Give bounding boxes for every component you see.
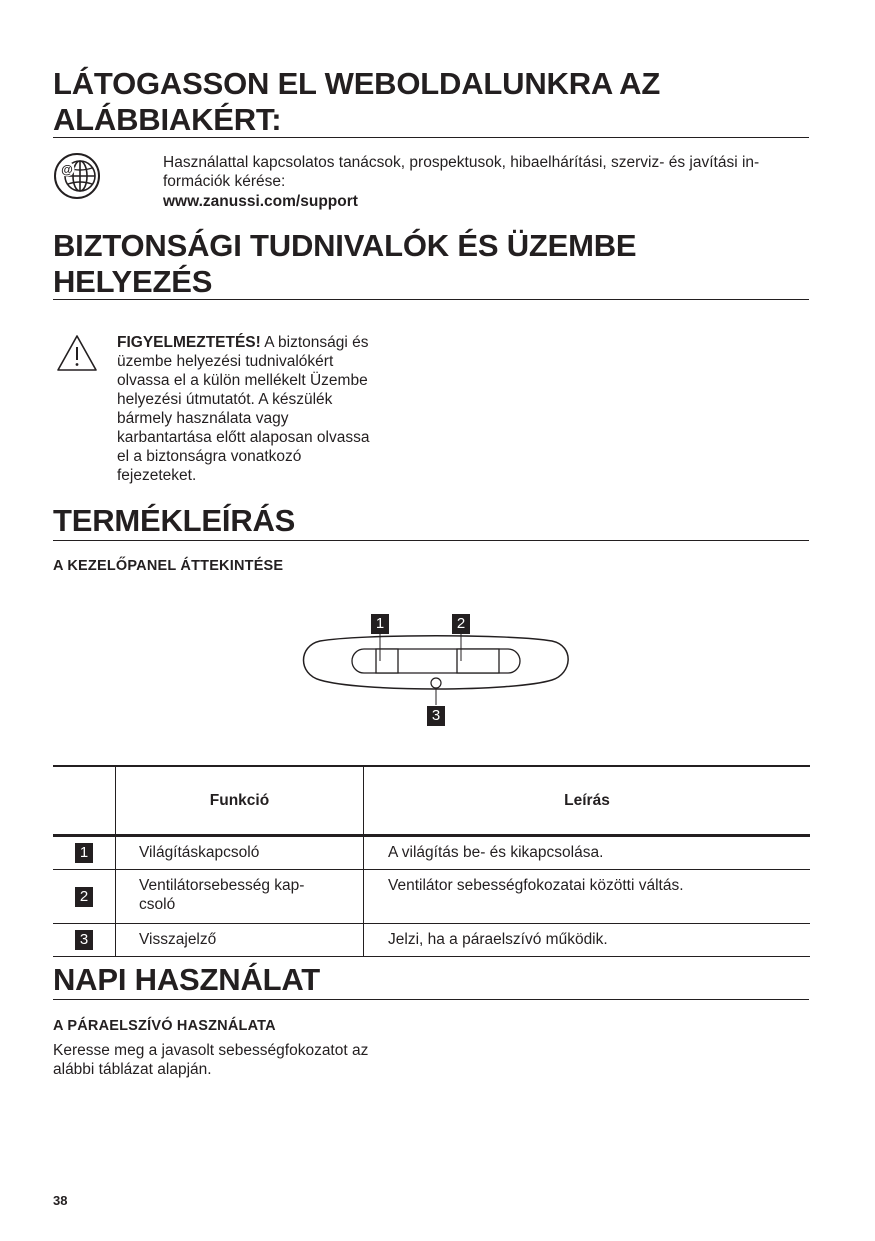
control-panel-table bbox=[53, 765, 810, 957]
divider bbox=[53, 299, 809, 300]
divider bbox=[53, 137, 809, 138]
row-description: Jelzi, ha a páraelszívó működik. bbox=[364, 924, 811, 957]
row-function: Ventilátorsebesség kap- csoló bbox=[116, 870, 364, 924]
support-link[interactable]: www.zanussi.com/support bbox=[163, 193, 358, 210]
warning-triangle-icon bbox=[56, 334, 98, 372]
table-header-row bbox=[53, 766, 810, 836]
row-function: Világításkapcsoló bbox=[116, 836, 364, 870]
visit-text: Használattal kapcsolatos tanácsok, prospektusok, hibaelhárítási, szerviz- és javítási in- formációk kérése: bbox=[163, 154, 760, 190]
table-header-number bbox=[53, 766, 116, 836]
product-heading: TERMÉKLEÍRÁS bbox=[53, 503, 296, 538]
row-number-badge: 3 bbox=[75, 930, 93, 950]
callout-3: 3 bbox=[427, 706, 445, 726]
callout-1: 1 bbox=[371, 614, 389, 634]
control-panel-diagram bbox=[300, 612, 572, 728]
table-row bbox=[53, 924, 810, 957]
control-panel-subheading: A KEZELŐPANEL ÁTTEKINTÉSE bbox=[53, 558, 284, 574]
row-number-badge: 1 bbox=[75, 843, 93, 863]
page-number: 38 bbox=[53, 1193, 68, 1208]
divider bbox=[53, 540, 809, 541]
visit-heading: LÁTOGASSON EL WEBOLDALUNKRA AZ ALÁBBIAKÉRT: bbox=[53, 66, 661, 137]
hood-usage-text: Keresse meg a javasolt sebességfokozatot az alábbi táblázat alapján. bbox=[53, 1042, 369, 1078]
daily-use-heading: NAPI HASZNÁLAT bbox=[53, 962, 320, 997]
warning-text: A biztonsági és üzembe helyezési tudnivalókért olvassa el a külön mellékelt Üzembe helyezési útmutatót. A készülék bármely használata vagy karbantartása előtt alaposan olvassa el a biztonságra vonatkozó fejezeteket. bbox=[117, 334, 370, 484]
table-row bbox=[53, 870, 810, 924]
row-description: A világítás be- és kikapcsolása. bbox=[364, 836, 811, 870]
row-description: Ventilátor sebességfokozatai közötti váltás. bbox=[364, 870, 811, 924]
callout-2: 2 bbox=[452, 614, 470, 634]
row-function: Visszajelző bbox=[116, 924, 364, 957]
warning-label: FIGYELMEZTETÉS! bbox=[117, 334, 261, 351]
table-header-description: Leírás bbox=[364, 766, 811, 836]
divider bbox=[53, 999, 809, 1000]
table-header-function: Funkció bbox=[116, 766, 364, 836]
hood-usage-subheading: A PÁRAELSZÍVÓ HASZNÁLATA bbox=[53, 1018, 276, 1034]
safety-heading: BIZTONSÁGI TUDNIVALÓK ÉS ÜZEMBE HELYEZÉS bbox=[53, 228, 637, 299]
globe-at-icon bbox=[53, 152, 101, 200]
svg-text:@: @ bbox=[61, 162, 73, 177]
table-row bbox=[53, 836, 810, 870]
warning-block bbox=[117, 333, 407, 485]
row-number-badge: 2 bbox=[75, 887, 93, 907]
